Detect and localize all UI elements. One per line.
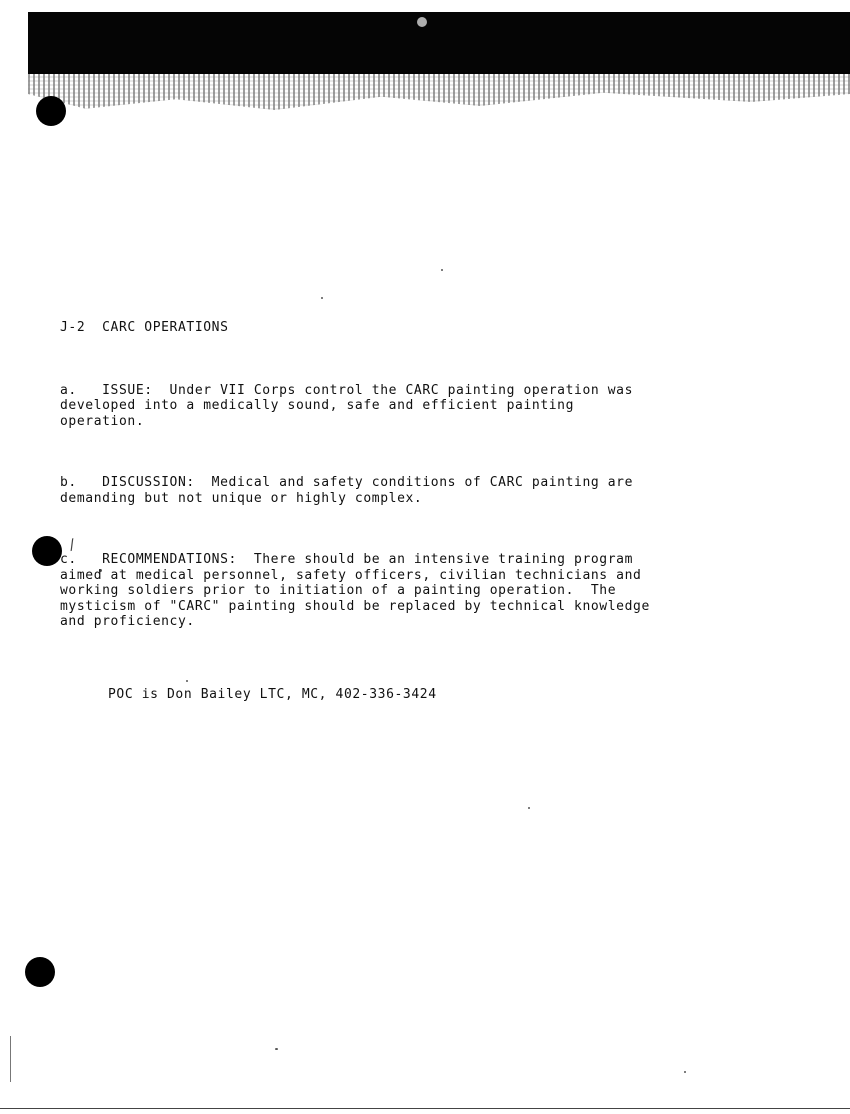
bottom-scan-line (0, 1108, 850, 1109)
scan-dot (528, 807, 530, 809)
punch-hole (36, 96, 66, 126)
section-heading: J-2 CARC OPERATIONS (60, 320, 229, 335)
scan-dot (684, 1071, 686, 1073)
memo-body (60, 289, 780, 718)
scanned-band-edge (28, 72, 850, 112)
scanned-top-band (28, 12, 850, 74)
point-of-contact: POC is Don Bailey LTC, MC, 402-336-3424 (108, 686, 437, 702)
left-scan-line (10, 1036, 11, 1082)
punch-hole (25, 957, 55, 987)
scan-dot (275, 1048, 278, 1050)
punch-hole (32, 536, 62, 566)
scan-speck (417, 17, 427, 27)
scan-dot (441, 269, 443, 271)
handwritten-slash-mark: / (65, 536, 79, 554)
recommendations-paragraph: c. RECOMMENDATIONS: There should be an intensive training program aimed at medical personnel, safety officers, civilian technicians and working soldiers prior to initiation of a painting operation. The mysticism of "CARC" painting should be replaced by technical knowledge and proficiency. (60, 552, 650, 629)
issue-paragraph: a. ISSUE: Under VII Corps control the CARC painting operation was developed into a medically sound, safe and efficient painting operation. (60, 382, 634, 429)
discussion-paragraph: b. DISCUSSION: Medical and safety conditions of CARC painting are demanding but not unique or highly complex. (60, 475, 634, 506)
